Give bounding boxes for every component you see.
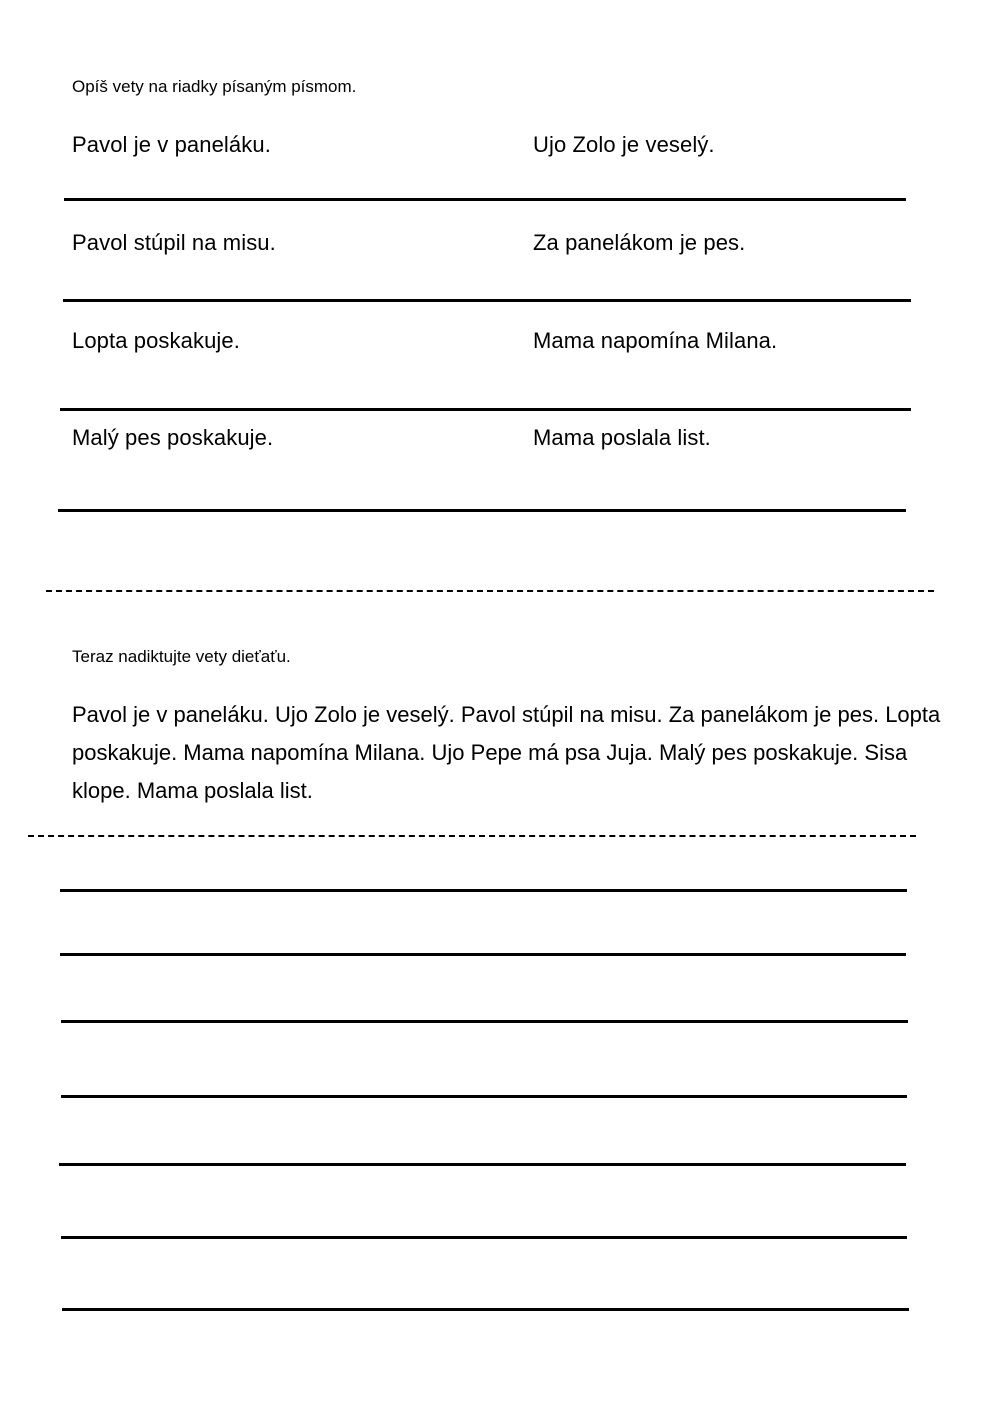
sentence-left-3: Lopta poskakuje. <box>72 328 240 353</box>
sentence-left-2: Pavol stúpil na misu. <box>72 230 276 255</box>
writing-line[interactable] <box>60 889 907 892</box>
sentence-right-3: Mama napomína Milana. <box>533 328 778 353</box>
writing-line[interactable] <box>60 953 906 956</box>
writing-line[interactable] <box>58 509 906 512</box>
writing-line[interactable] <box>62 1308 909 1311</box>
writing-line[interactable] <box>63 299 911 302</box>
writing-line[interactable] <box>60 408 911 411</box>
writing-line[interactable] <box>61 1020 908 1023</box>
dictation-instruction: Teraz nadiktujte vety dieťaťu. <box>72 647 291 666</box>
sentence-right-4: Mama poslala list. <box>533 425 711 450</box>
writing-line[interactable] <box>61 1095 907 1098</box>
cut-line-divider <box>46 590 934 592</box>
writing-line[interactable] <box>61 1236 907 1239</box>
sentence-left-4: Malý pes poskakuje. <box>72 425 274 450</box>
cut-line-divider <box>28 835 916 837</box>
sentence-right-1: Ujo Zolo je veselý. <box>533 132 715 157</box>
copy-instruction: Opíš vety na riadky písaným písmom. <box>72 77 357 96</box>
sentence-left-1: Pavol je v paneláku. <box>72 132 271 157</box>
sentence-right-2: Za panelákom je pes. <box>533 230 746 255</box>
writing-line[interactable] <box>59 1163 906 1166</box>
writing-line[interactable] <box>64 198 906 201</box>
dictation-text: Pavol je v paneláku. Ujo Zolo je veselý. Pavol stúpil na misu. Za panelákom je pes. Lopta poskakuje. Mama napomína Milana. Ujo Pepe má psa Juja. Malý pes poskakuje. Sisa klope. Mama poslala list. <box>72 702 941 803</box>
